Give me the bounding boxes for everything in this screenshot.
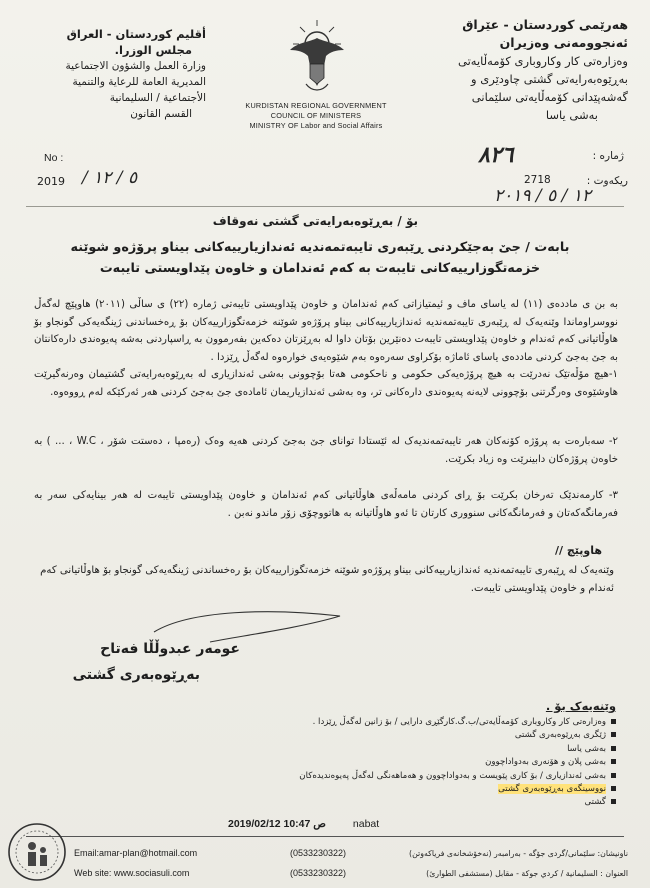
- letter-recipient: بۆ / بەڕێوەبەرایەتی گشتی نەوقاف: [212, 214, 418, 228]
- header-kurdish-line: بەشی یاسا: [545, 108, 598, 122]
- header-arabic-line: القسم القانون: [130, 108, 192, 120]
- government-title-line: COUNCIL OF MINISTERS: [270, 111, 362, 120]
- copy-item: [196, 796, 616, 809]
- header-kurdish-line: بەڕێوەبەرایەتی گشتی چاودێری و: [471, 72, 628, 86]
- header-arabic-line: أقليم كوردستان - العراق: [66, 27, 206, 41]
- letter-point-1: ١-هیچ مۆڵەتێک نەدرێت بە هیچ پرۆژەیەکی حکومی و ناحکومی هەتا بۆچوونی بەشی ئەندازیاری لە بەڕێوەبەرایەتی گشتیمان وەرنەگیرێت هاوشێوەی وەرگرتنی بۆچوونی لایەنە پەیوەندی دارەکانی تر، وە بەشی ئەندازیاریمان ئامادەی جێ بەجێ کردنی هەر ئەرکێکە لەم ڕووەوە.: [34, 369, 618, 398]
- copy-item: [196, 716, 616, 729]
- header-kurdish-line: گەشەپێدانی کۆمەڵایەتی سلێمانی: [471, 90, 628, 104]
- letter-subject-line2: خزمەتگوزارییەکانی تایبەت بە کەم ئەندامان و خاوەن پێداویستی تایبەت: [99, 261, 541, 276]
- signature-block: [60, 636, 240, 688]
- bullet-icon: [611, 719, 616, 724]
- date-handwritten-right: ١٢ / ٥ / ٢٠١٩: [494, 186, 592, 206]
- header-arabic-line: مجلس الوزرا.: [114, 43, 192, 57]
- copies-list: [196, 716, 616, 810]
- header-kurdish-line: وەزارەتی کار وکاروباری کۆمەڵایەتی: [458, 54, 628, 68]
- footer-address-kurdish: ناونیشان: سلێمانی/گردی جۆگە - بەرامبەر (نەخۆشخانەی فریاکەوتن): [409, 849, 628, 858]
- header-kurdish: [418, 16, 628, 124]
- stamp-suffix: ص: [313, 818, 326, 830]
- number-label: ژمارە :: [592, 150, 624, 162]
- date-number: 2718: [524, 174, 551, 186]
- header-arabic: [36, 26, 206, 122]
- header-arabic-line: المديرية العامة للرعاية والتنمية: [72, 76, 206, 88]
- number-handwritten: ٨٢٦: [478, 142, 514, 168]
- footer-email: Email:amar-plan@hotmail.com: [74, 848, 198, 858]
- stamp-user: nabat: [352, 818, 380, 830]
- date-handwritten-left: / ٥ / ١٢: [82, 168, 138, 188]
- stamp-time: 10:47: [283, 818, 311, 830]
- copy-item-text: وەزارەتی کار وکاروباری کۆمەڵایەتی/ب.گ.کارگێڕی دارایی / بۆ زانین لەگەڵ ڕێزدا .: [312, 717, 606, 727]
- bullet-icon: [611, 732, 616, 737]
- kurdistan-emblem-icon: [284, 16, 350, 96]
- government-title-line: MINISTRY OF Labor and Social Affairs: [249, 121, 383, 130]
- copy-item: [196, 743, 616, 756]
- print-stamp: [228, 818, 379, 830]
- header-divider: [26, 206, 624, 207]
- letter-intro: بە بن ی ماددەی (١١) لە یاسای ماف و ئیمتیازاتی کەم ئەندامان و خاوەن پێداویستی تایبەتی ژمارە (٢٢) ی ساڵی (٢٠١١) هاوپێچ لەگەڵ نووسراوماندا وێنەیەک لە ڕێبەری تایبەتمەندیە ئەندازیارییەکانی بیناو پرۆژەو شوێنە خزمەتگوزارییەکان بۆ ڕەخساندنی ژینگەیەکی گونجاو بۆ هاوڵاتیانی کەم ئەندام و خاوەن پێداویستی تایبەت دەنێرین بۆتان داوا لە بەڕێزتان دەکەین بفەرموون بە ڕاسپاردنی بەشە پەیوەندی دارەکانتان بە جێ بەجێ کردنی ماددەی یاسای ئاماژە بۆکراوی سەرەوە بەم شێوەیەی خوارەوە لەگەڵ ڕێزدا .: [34, 299, 618, 363]
- attachment-body: وێنەیەک لە ڕێبەری تایبەتمەندیە ئەندازیارییەکانی بیناو پرۆژەو شوێنە خزمەتگوزارییەکان بۆ رەخساندنی ژینگەیەکی گونجاو بۆ هاوڵاتیانی کەم ئەندام و خاوەن پێداویستی تایبەت.: [40, 565, 614, 594]
- bullet-icon: [611, 773, 616, 778]
- copy-item: [196, 770, 616, 783]
- bullet-icon: [611, 746, 616, 751]
- copy-item-text: بەشی ئەندازیاری / بۆ کاری پێویست و بەدواداچوون و هەماهەنگی لەگەڵ پەیوەندیدەکان: [299, 770, 606, 781]
- letter-point-3: ٣- کارمەندێک تەرخان بکرێت بۆ ڕای کردنی مامەڵەی هاوڵاتیانی کەم ئەندامان و خاوەن پێداویستی تایبەت لە هەر بینایەکی سەر بە فەرمانگەکەتان و فەرمانگەکانی سنووری کارتان تا ئەو هاوڵاتیانە بە هاتووچۆی زۆر ماندو نەبن .: [34, 490, 618, 519]
- copy-item-text-highlighted: نووسینگەی بەڕێوەبەری گشتی: [498, 784, 606, 795]
- header-kurdish-line: هەرێمی کوردستان - عێراق: [462, 17, 628, 32]
- footer-phone-1: (0533230322): [290, 848, 347, 858]
- header-arabic-line: الأجتماعية / السليمانية: [109, 92, 206, 104]
- letter-point-2: ٢- سەبارەت بە پرۆژە کۆنەکان هەر تایبەتمەندیەک لە ئێستادا توانای جێ بەجێ کردنی هەیە وەک (رەمپا ، دەستت شۆر ، W.C ، ... ) بە خاوەن پرۆژەکان دابینرێت وە زیاد بکرێت.: [34, 436, 618, 465]
- bullet-icon: [611, 799, 616, 804]
- header-kurdish-line: ئەنجوومەنی وەزیران: [499, 35, 628, 50]
- date-label: ریکەوت :: [586, 175, 628, 187]
- signatory-name: عومەر عبدوڵڵا فەتاح: [100, 641, 240, 657]
- government-title-line: KURDISTAN REGIONAL GOVERNMENT: [245, 101, 387, 110]
- stamp-date: 2019/02/12: [228, 818, 281, 830]
- copy-item: [196, 729, 616, 742]
- footer-website: Web site: www.sociasuli.com: [74, 868, 190, 878]
- letter-subject-line1: بابەت / جێ بەجێکردنی ڕێبەری تایبەتمەندیە ئەندازیارییەکانی بیناو پرۆژەو شوێنە: [70, 240, 570, 255]
- date-year: 2019: [37, 175, 65, 188]
- signatory-title: بەڕێوەبەری گشتی: [72, 667, 200, 683]
- copy-item-text: بەشی یاسا: [567, 743, 606, 754]
- attachment-title: هاوپێچ //: [554, 544, 602, 557]
- bullet-icon: [611, 786, 616, 791]
- copy-item-text: ژێگری بەڕێوەبەری گشتی: [514, 730, 606, 741]
- copy-item: [196, 756, 616, 769]
- bullet-icon: [611, 759, 616, 764]
- no-label: No :: [44, 152, 64, 164]
- government-title: [226, 101, 406, 131]
- copy-item-text: گشتی: [584, 797, 606, 808]
- footer-address-arabic: العنوان : السليمانية / كردي جوكة - مقابل (مستشفى الطوارئ): [426, 869, 628, 878]
- footer-divider: [26, 836, 624, 837]
- copies-title: وێنەیەک بۆ .: [545, 699, 616, 713]
- ministry-seal-icon: [6, 820, 68, 884]
- footer-phone-2: (0533230322): [290, 868, 347, 878]
- copy-item: [196, 783, 616, 796]
- header-arabic-line: وزارة العمل والشؤون الاجتماعية: [65, 60, 206, 72]
- copy-item-text: بەشی پلان و هۆنەری بەدواداچوون: [485, 757, 606, 768]
